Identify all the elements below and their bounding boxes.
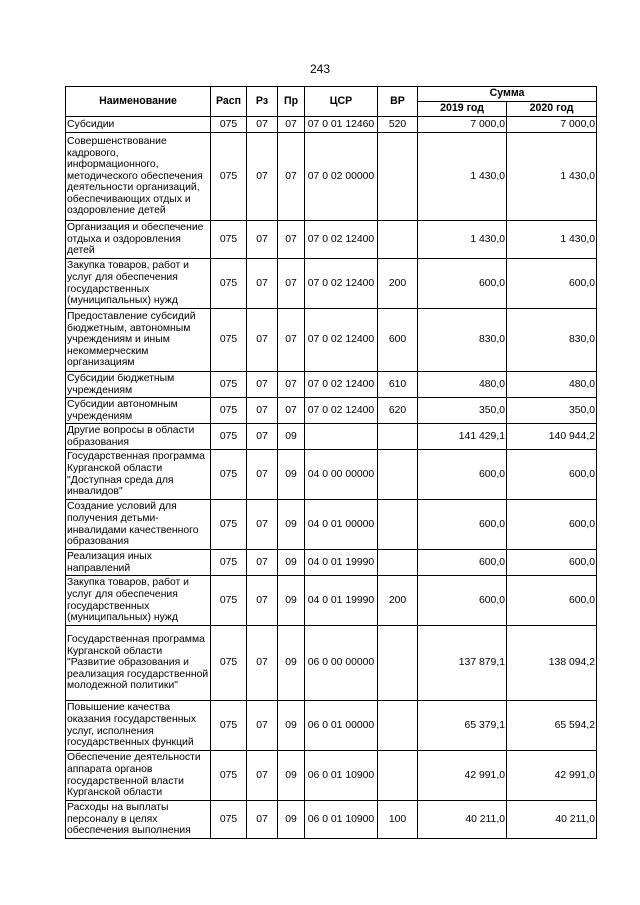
row-pr: 09 bbox=[278, 801, 305, 839]
row-vr bbox=[378, 626, 418, 701]
budget-table bbox=[65, 86, 597, 839]
table-row bbox=[66, 500, 597, 550]
row-rasp: 075 bbox=[211, 500, 247, 550]
row-sum-2019: 42 991,0 bbox=[418, 751, 507, 801]
row-sum-2019: 1 430,0 bbox=[418, 133, 507, 221]
row-csr: 04 0 01 19990 bbox=[305, 550, 378, 576]
table-row bbox=[66, 309, 597, 372]
row-pr: 07 bbox=[278, 309, 305, 372]
row-sum-2019: 40 211,0 bbox=[418, 801, 507, 839]
row-pr: 09 bbox=[278, 450, 305, 500]
row-rz: 07 bbox=[247, 576, 278, 626]
row-vr: 200 bbox=[378, 576, 418, 626]
table-row bbox=[66, 751, 597, 801]
row-name: Закупка товаров, работ и услуг для обеспечения государственных (муниципальных) нужд bbox=[66, 259, 211, 309]
row-rz: 07 bbox=[247, 701, 278, 751]
row-vr bbox=[378, 500, 418, 550]
row-rz: 07 bbox=[247, 424, 278, 450]
table-row bbox=[66, 133, 597, 221]
row-sum-2019: 65 379,1 bbox=[418, 701, 507, 751]
row-csr: 07 0 02 12400 bbox=[305, 221, 378, 259]
row-pr: 07 bbox=[278, 221, 305, 259]
table-row bbox=[66, 259, 597, 309]
row-vr bbox=[378, 701, 418, 751]
row-csr: 06 0 01 00000 bbox=[305, 701, 378, 751]
row-rasp: 075 bbox=[211, 259, 247, 309]
row-sum-2020: 600,0 bbox=[507, 576, 597, 626]
row-vr: 600 bbox=[378, 309, 418, 372]
row-pr: 07 bbox=[278, 133, 305, 221]
row-sum-2020: 40 211,0 bbox=[507, 801, 597, 839]
row-csr: 07 0 02 12400 bbox=[305, 259, 378, 309]
row-sum-2019: 7 000,0 bbox=[418, 117, 507, 133]
row-name: Субсидии bbox=[66, 117, 211, 133]
row-name: Обеспечение деятельности аппарата органов государственной власти Курганской области bbox=[66, 751, 211, 801]
row-rz: 07 bbox=[247, 259, 278, 309]
row-pr: 09 bbox=[278, 626, 305, 701]
row-rasp: 075 bbox=[211, 221, 247, 259]
row-sum-2019: 600,0 bbox=[418, 550, 507, 576]
row-pr: 07 bbox=[278, 372, 305, 398]
table-row bbox=[66, 801, 597, 839]
row-rasp: 075 bbox=[211, 424, 247, 450]
table-row bbox=[66, 221, 597, 259]
table-row bbox=[66, 550, 597, 576]
row-rasp: 075 bbox=[211, 133, 247, 221]
table-row bbox=[66, 450, 597, 500]
row-name: Организация и обеспечение отдыха и оздоровления детей bbox=[66, 221, 211, 259]
row-rasp: 075 bbox=[211, 751, 247, 801]
row-sum-2020: 1 430,0 bbox=[507, 221, 597, 259]
row-name: Расходы на выплаты персоналу в целях обеспечения выполнения bbox=[66, 801, 211, 839]
row-sum-2019: 830,0 bbox=[418, 309, 507, 372]
row-csr: 04 0 00 00000 bbox=[305, 450, 378, 500]
row-sum-2020: 600,0 bbox=[507, 550, 597, 576]
row-sum-2019: 600,0 bbox=[418, 259, 507, 309]
row-rz: 07 bbox=[247, 626, 278, 701]
row-csr: 04 0 01 19990 bbox=[305, 576, 378, 626]
row-rz: 07 bbox=[247, 801, 278, 839]
row-csr: 04 0 01 00000 bbox=[305, 500, 378, 550]
row-pr: 09 bbox=[278, 550, 305, 576]
header-csr: ЦСР bbox=[305, 87, 378, 117]
row-name: Повышение качества оказания государственных услуг, исполнения государственных функций bbox=[66, 701, 211, 751]
row-csr: 07 0 02 12400 bbox=[305, 398, 378, 424]
table-row bbox=[66, 372, 597, 398]
row-sum-2020: 1 430,0 bbox=[507, 133, 597, 221]
row-rasp: 075 bbox=[211, 701, 247, 751]
row-name: Субсидии бюджетным учреждениям bbox=[66, 372, 211, 398]
row-sum-2020: 65 594,2 bbox=[507, 701, 597, 751]
row-rasp: 075 bbox=[211, 398, 247, 424]
row-sum-2020: 600,0 bbox=[507, 450, 597, 500]
row-rz: 07 bbox=[247, 117, 278, 133]
header-rz: Рз bbox=[247, 87, 278, 117]
row-sum-2020: 42 991,0 bbox=[507, 751, 597, 801]
row-csr: 06 0 01 10900 bbox=[305, 801, 378, 839]
table-row bbox=[66, 424, 597, 450]
row-sum-2019: 137 879,1 bbox=[418, 626, 507, 701]
row-sum-2019: 350,0 bbox=[418, 398, 507, 424]
row-rz: 07 bbox=[247, 550, 278, 576]
row-vr bbox=[378, 221, 418, 259]
row-name: Создание условий для получения детьми-инвалидами качественного образования bbox=[66, 500, 211, 550]
row-name: Другие вопросы в области образования bbox=[66, 424, 211, 450]
header-name: Наименование bbox=[66, 87, 211, 117]
row-csr: 07 0 02 12400 bbox=[305, 309, 378, 372]
row-pr: 07 bbox=[278, 259, 305, 309]
row-sum-2020: 830,0 bbox=[507, 309, 597, 372]
row-csr: 06 0 00 00000 bbox=[305, 626, 378, 701]
table-row bbox=[66, 398, 597, 424]
row-sum-2020: 600,0 bbox=[507, 500, 597, 550]
row-name: Государственная программа Курганской области "Доступная среда для инвалидов" bbox=[66, 450, 211, 500]
row-csr bbox=[305, 424, 378, 450]
row-csr: 06 0 01 10900 bbox=[305, 751, 378, 801]
row-rz: 07 bbox=[247, 309, 278, 372]
row-pr: 09 bbox=[278, 701, 305, 751]
table-row bbox=[66, 576, 597, 626]
row-rasp: 075 bbox=[211, 550, 247, 576]
row-sum-2020: 7 000,0 bbox=[507, 117, 597, 133]
table-body bbox=[66, 117, 597, 839]
row-name: Субсидии автономным учреждениям bbox=[66, 398, 211, 424]
row-vr: 100 bbox=[378, 801, 418, 839]
row-sum-2020: 480,0 bbox=[507, 372, 597, 398]
row-vr: 520 bbox=[378, 117, 418, 133]
row-rasp: 075 bbox=[211, 450, 247, 500]
row-vr: 610 bbox=[378, 372, 418, 398]
row-vr: 200 bbox=[378, 259, 418, 309]
row-sum-2019: 600,0 bbox=[418, 576, 507, 626]
row-sum-2019: 480,0 bbox=[418, 372, 507, 398]
row-pr: 07 bbox=[278, 117, 305, 133]
page-number: 243 bbox=[309, 62, 331, 76]
row-sum-2020: 138 094,2 bbox=[507, 626, 597, 701]
header-pr: Пр bbox=[278, 87, 305, 117]
row-vr bbox=[378, 424, 418, 450]
row-name: Предоставление субсидий бюджетным, автономным учреждениям и иным некоммерческим организациям bbox=[66, 309, 211, 372]
row-rasp: 075 bbox=[211, 309, 247, 372]
header-vr: ВР bbox=[378, 87, 418, 117]
row-sum-2019: 1 430,0 bbox=[418, 221, 507, 259]
row-csr: 07 0 02 12400 bbox=[305, 372, 378, 398]
row-rasp: 075 bbox=[211, 626, 247, 701]
row-sum-2020: 350,0 bbox=[507, 398, 597, 424]
row-rz: 07 bbox=[247, 751, 278, 801]
row-rz: 07 bbox=[247, 450, 278, 500]
row-sum-2020: 140 944,2 bbox=[507, 424, 597, 450]
row-vr bbox=[378, 133, 418, 221]
row-rasp: 075 bbox=[211, 372, 247, 398]
row-pr: 09 bbox=[278, 424, 305, 450]
row-pr: 09 bbox=[278, 500, 305, 550]
row-rasp: 075 bbox=[211, 576, 247, 626]
row-csr: 07 0 02 00000 bbox=[305, 133, 378, 221]
row-rz: 07 bbox=[247, 500, 278, 550]
row-pr: 09 bbox=[278, 751, 305, 801]
header-year-2019: 2019 год bbox=[418, 102, 507, 117]
row-name: Совершенствование кадрового, информационного, методического обеспечения деятельности организаций, обеспечивающих отдых и оздоровление детей bbox=[66, 133, 211, 221]
row-vr bbox=[378, 450, 418, 500]
row-rz: 07 bbox=[247, 221, 278, 259]
table-row bbox=[66, 701, 597, 751]
row-rz: 07 bbox=[247, 133, 278, 221]
row-name: Реализация иных направлений bbox=[66, 550, 211, 576]
row-rz: 07 bbox=[247, 372, 278, 398]
row-vr bbox=[378, 751, 418, 801]
table-row bbox=[66, 117, 597, 133]
header-year-2020: 2020 год bbox=[507, 102, 597, 117]
row-csr: 07 0 01 12460 bbox=[305, 117, 378, 133]
row-pr: 07 bbox=[278, 398, 305, 424]
row-name: Закупка товаров, работ и услуг для обеспечения государственных (муниципальных) нужд bbox=[66, 576, 211, 626]
row-sum-2020: 600,0 bbox=[507, 259, 597, 309]
row-pr: 09 bbox=[278, 576, 305, 626]
row-rasp: 075 bbox=[211, 801, 247, 839]
row-rz: 07 bbox=[247, 398, 278, 424]
table-row bbox=[66, 626, 597, 701]
header-rasp: Расп bbox=[211, 87, 247, 117]
row-sum-2019: 600,0 bbox=[418, 500, 507, 550]
row-vr: 620 bbox=[378, 398, 418, 424]
row-rasp: 075 bbox=[211, 117, 247, 133]
row-sum-2019: 600,0 bbox=[418, 450, 507, 500]
header-sum: Сумма bbox=[418, 87, 597, 102]
row-vr bbox=[378, 550, 418, 576]
row-sum-2019: 141 429,1 bbox=[418, 424, 507, 450]
row-name: Государственная программа Курганской области "Развитие образования и реализация государственной молодежной политики" bbox=[66, 626, 211, 701]
